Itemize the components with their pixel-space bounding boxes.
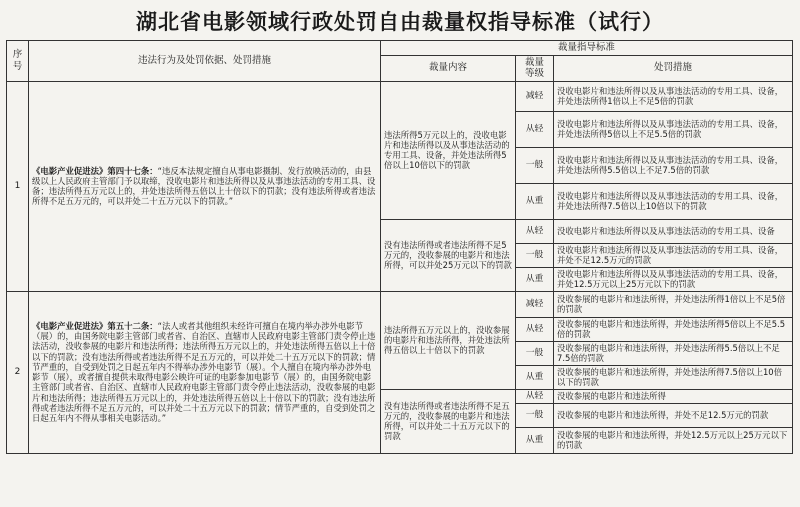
penalty-measure: 没收电影片和违法所得以及从事违法活动的专用工具、设备，并处不足12.5万元的罚款: [554, 243, 793, 267]
penalty-measure: 没收参展的电影片和违法所得: [554, 389, 793, 403]
discretion-level: 从重: [516, 267, 554, 291]
header-seq-top: 序: [12, 49, 23, 61]
penalty-measure: 没收参展的电影片和违法所得，并处违法所得5倍以上不足5.5倍的罚款: [554, 317, 793, 341]
penalty-measure: 没收电影片和违法所得以及从事违法活动的专用工具、设备，并处12.5万元以上25万元以下的罚款: [554, 267, 793, 291]
row-seq: 2: [7, 291, 29, 453]
discretion-content: 违法所得5万元以上的，没收电影片和违法所得以及从事违法活动的专用工具、设备，并处违法所得5倍以上10倍以下的罚款: [381, 81, 516, 219]
basis-title: 《电影产业促进法》第五十二条：: [32, 320, 158, 331]
header-content: 裁量内容: [381, 55, 516, 81]
discretion-level: 一般: [516, 243, 554, 267]
row-seq: 1: [7, 81, 29, 291]
discretion-level: 从重: [516, 365, 554, 389]
discretion-level: 一般: [516, 403, 554, 427]
discretion-content: 没有违法所得或者违法所得不足5万元的，没收参展的电影片和违法所得，可以并处25万元以下的罚款: [381, 219, 516, 291]
penalty-basis: [29, 291, 381, 453]
discretion-content: 违法所得五万元以上的，没收参展的电影片和违法所得，并处违法所得五倍以上十倍以下的罚款: [381, 291, 516, 389]
header-level-top: 裁量: [524, 56, 544, 68]
discretion-level: 从轻: [516, 317, 554, 341]
discretion-level: 减轻: [516, 291, 554, 317]
penalty-basis: [29, 81, 381, 291]
discretion-level: 从轻: [516, 389, 554, 403]
header-level: [516, 55, 554, 81]
basis-title: 《电影产业促进法》第四十七条：: [32, 165, 158, 176]
penalty-measure: 没收参展的电影片和违法所得，并处违法所得7.5倍以上10倍以下的罚款: [554, 365, 793, 389]
penalty-standard-table: [6, 40, 793, 454]
basis-text: “法人或者其他组织未经许可擅自在境内举办涉外电影节（展）的，由国务院电影主管部门或者省、自治区、直辖市人民政府电影主管部门责令停止违法活动，没收参展的电影片和违法所得；违法所得五万元以上的，并处违法所得五倍以上十倍以下的罚款；没有违法所得或者违法所得不足五万元的，可以并处二十五万元以下的罚款；情节严重的，自受到处罚之日起五年内不得举办涉外电影节（展）。个人擅自在境内举办涉外电影节（展），或者擅自提供未取得电影公映许可证的电影参加电影节（展）的，由国务院电影主管部门或者省、自治区、直辖市人民政府电影主管部门责令停止违法活动，没收参展的电影片和违法所得；违法所得五万元以上的，并处违法所得五倍以上十倍以下的罚款；没有违法所得或者违法所得不足五万元的，可以并处二十五万元以下的罚款；情节严重的，自受到处罚之日起五年内不得从事相关电影活动。”: [32, 320, 376, 424]
discretion-level: 一般: [516, 341, 554, 365]
discretion-level: 从轻: [516, 219, 554, 243]
table-row: [7, 291, 793, 317]
header-seq-bottom: 号: [12, 60, 23, 72]
penalty-measure: 没收电影片和违法所得以及从事违法活动的专用工具、设备: [554, 219, 793, 243]
penalty-measure: 没收参展的电影片和违法所得，并处违法所得5.5倍以上不足7.5倍的罚款: [554, 341, 793, 365]
discretion-level: 从重: [516, 183, 554, 219]
header-violation: 违法行为及处罚依据、处罚措施: [29, 41, 381, 82]
penalty-measure: 没收参展的电影片和违法所得，并处不足12.5万元的罚款: [554, 403, 793, 427]
discretion-level: 一般: [516, 147, 554, 183]
header-level-bottom: 等级: [524, 68, 544, 80]
penalty-measure: 没收电影片和违法所得以及从事违法活动的专用工具、设备，并处违法所得7.5倍以上10倍以下的罚款: [554, 183, 793, 219]
discretion-level: 从轻: [516, 111, 554, 147]
header-standard: 裁量指导标准: [381, 41, 793, 56]
header-measure: 处罚措施: [554, 55, 793, 81]
discretion-content: 没有违法所得或者违法所得不足五万元的，没收参展的电影片和违法所得，可以并处二十五万元以下的罚款: [381, 389, 516, 453]
penalty-measure: 没收参展的电影片和违法所得，并处违法所得1倍以上不足5倍的罚款: [554, 291, 793, 317]
document-title: 湖北省电影领域行政处罚自由裁量权指导标准（试行）: [136, 9, 664, 34]
header-seq: [7, 41, 29, 82]
table-row: [7, 81, 793, 111]
penalty-measure: 没收电影片和违法所得以及从事违法活动的专用工具、设备，并处违法所得5倍以上不足5.5倍的罚款: [554, 111, 793, 147]
penalty-measure: 没收电影片和违法所得以及从事违法活动的专用工具、设备，并处违法所得5.5倍以上不足7.5倍的罚款: [554, 147, 793, 183]
discretion-level: 减轻: [516, 81, 554, 111]
penalty-measure: 没收参展的电影片和违法所得，并处12.5万元以上25万元以下的罚款: [554, 427, 793, 453]
basis-text: “违反本法规定擅自从事电影摄制、发行放映活动的，由县级以上人民政府主管部门予以取缔，没收电影片和违法所得以及从事违法活动的专用工具、设备；违法所得五万元以上的，并处违法所得五倍以上十倍以下的罚款；没有违法所得或者违法所得不足五万元的，可以并处二十五万元以下的罚款。”: [32, 165, 376, 207]
discretion-level: 从重: [516, 427, 554, 453]
penalty-measure: 没收电影片和违法所得以及从事违法活动的专用工具、设备，并处违法所得1倍以上不足5倍的罚款: [554, 81, 793, 111]
